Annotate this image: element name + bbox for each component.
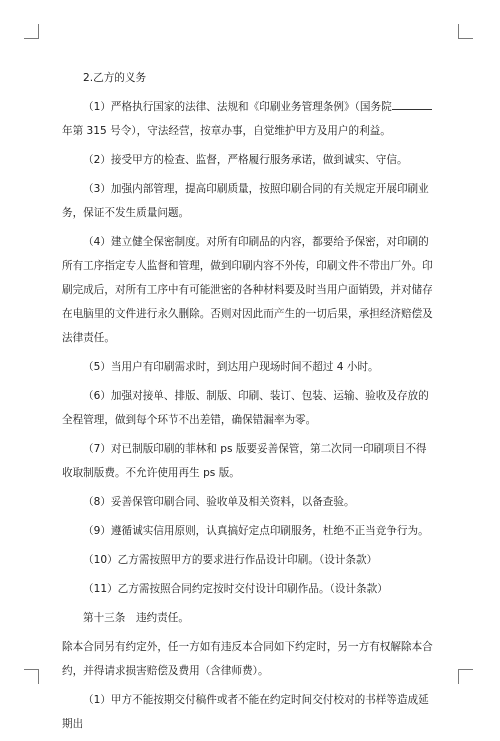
- paragraph: （4）建立健全保密制度。对所有印刷品的内容，都要给予保密，对印刷的所有工序指定专人监督和管理，做到印刷内容不外传，印刷文件不带出厂外。印刷完成后，对所有工序中有可能泄密的各种材料要及时当用户面销毁，并对储存在电脑里的文件进行永久删除。否则对因此而产生的一切后果，承担经济赔偿及法律责任。: [62, 236, 433, 344]
- paragraph: 除本合同另有约定外，任一方如有违反本合同如下约定时，另一方有权解除本合约，并得请求损害赔偿及费用（含律师费）。: [62, 641, 433, 677]
- paragraph: （9）遵循诚实信用原则，认真搞好定点印刷服务，杜绝不正当竞争行为。: [83, 525, 429, 537]
- crop-mark-top-right: [458, 24, 473, 39]
- paragraph: （11）乙方需按照合同约定按时交付设计印刷作品。（设计条款）: [83, 583, 388, 595]
- crop-mark-bottom-right: [458, 669, 473, 684]
- paragraph: （7）对已制版印刷的菲林和 ps 版要妥善保管，第二次同一印刷项目不得收取制版费。不允许使用再生 ps 版。: [62, 443, 427, 479]
- fill-in-blank: [392, 99, 432, 110]
- paragraph: （8）妥善保管印刷合同、验收单及相关资料，以备查验。: [83, 496, 355, 508]
- document-body: [62, 66, 434, 741]
- paragraph: （6）加强对接单、排版、制版、印刷、装订、包装、运输、验收及存放的全程管理，做到每个环节不出差错，确保错漏率为零。: [62, 390, 429, 426]
- crop-mark-top-left: [24, 24, 39, 39]
- paragraph: （1）甲方不能按期交付稿件或者不能在约定时间交付校对的书样等造成延期出: [62, 694, 429, 730]
- crop-mark-bottom-left: [24, 669, 39, 684]
- paragraph: （10）乙方需按照甲方的要求进行作品设计印刷。（设计条款）: [83, 554, 378, 566]
- paragraph: [62, 95, 434, 143]
- paragraph-text-after-blank: 年第 315 号令），守法经营，按章办事，自觉维护甲方及用户的利益。: [62, 125, 391, 137]
- article-heading: 第十三条 违约责任。: [83, 612, 189, 624]
- section-heading: 2.乙方的义务: [83, 72, 147, 84]
- paragraph-text-before-blank: （1）严格执行国家的法律、法规和《印刷业务管理条例》（国务院: [83, 101, 392, 113]
- paragraph: （2）接受甲方的检查、监督，严格履行服务承诺，做到诚实、守信。: [83, 154, 408, 166]
- paragraph: （3）加强内部管理，提高印刷质量，按照印刷合同的有关规定开展印刷业务，保证不发生质量问题。: [62, 183, 429, 219]
- paragraph: （5）当用户有印刷需求时，到达用户现场时间不超过 4 小时。: [83, 361, 379, 373]
